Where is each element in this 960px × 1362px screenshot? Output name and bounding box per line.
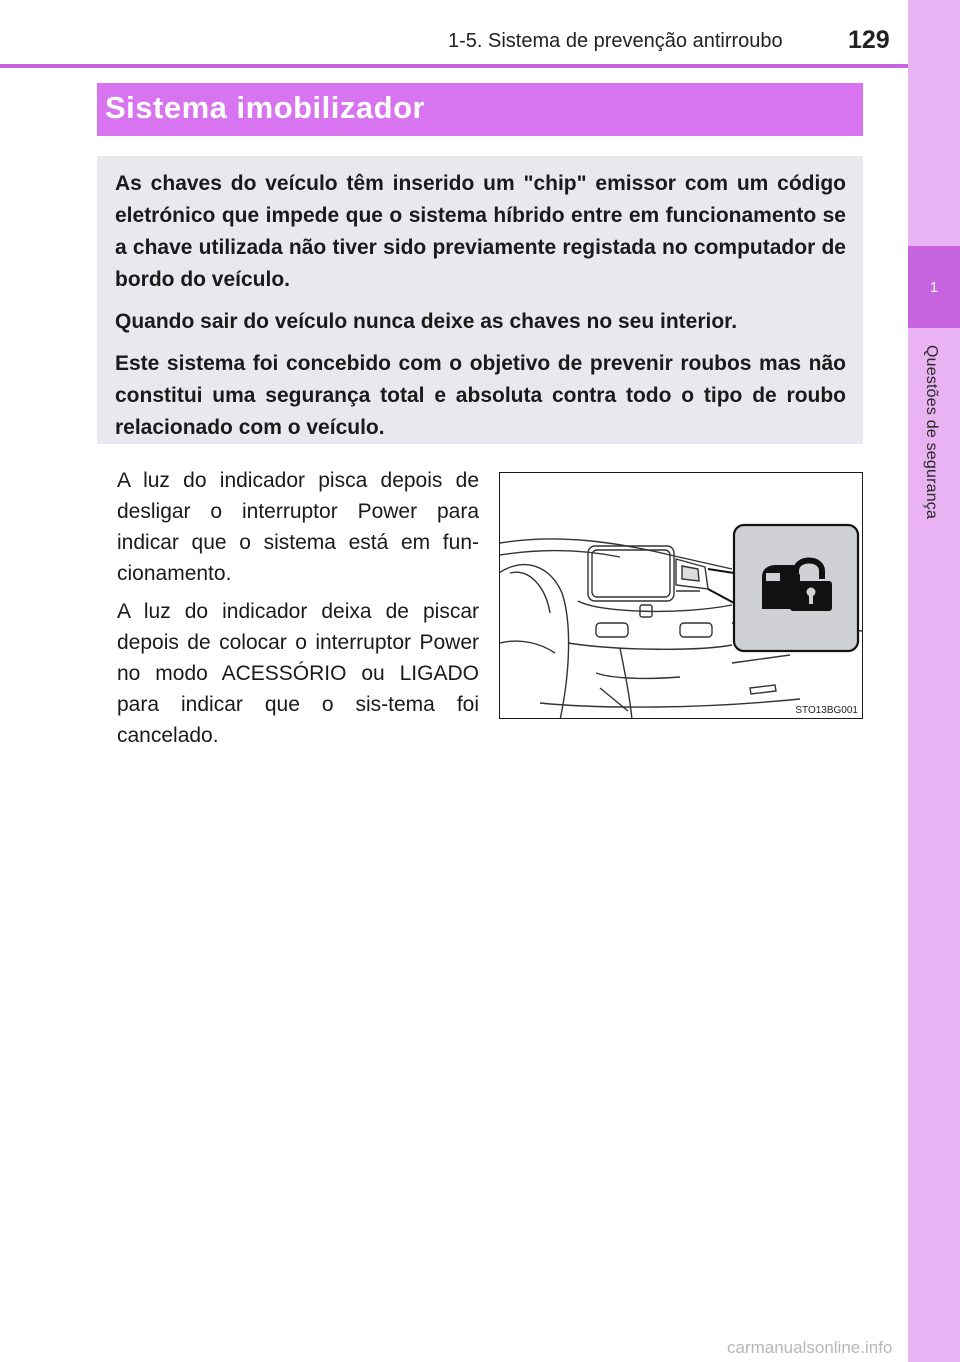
intro-paragraph: As chaves do veículo têm inserido um "chip" emissor com um código eletrónico que impede que o sistema híbrido entre em funcionamento se a chave utilizada não tiver sido previamente registada no computador de bordo do veículo. [115,172,846,291]
body-paragraph: A luz do indicador deixa de piscar depois de colocar o interruptor Power no modo ACESSÓRIO ou LIGADO para indicar que o sis-tema foi cancelado. [117,600,479,747]
immobilizer-car-lock-icon [762,561,832,612]
watermark: carmanualsonline.info [727,1338,893,1357]
chapter-number-box [908,246,960,328]
body-text [117,465,479,758]
intro-paragraph: Este sistema foi concebido com o objetivo de prevenir roubos mas não constitui uma segurança total e absoluta contra todo o tipo de roubo relacionado com o veículo. [115,352,846,439]
page-number: 129 [848,26,890,54]
chapter-side-tab [908,0,960,1362]
chapter-number: 1 [929,278,939,296]
intro-box [97,156,863,444]
dashboard-drawing [500,473,863,719]
intro-paragraph: Quando sair do veículo nunca deixe as chaves no seu interior. [115,310,738,333]
figure-code: STO13BG001 [795,705,858,716]
section-title: Sistema imobilizador [105,90,426,125]
section-title-bar [97,83,863,136]
header-divider [0,64,908,68]
header-section-title: 1-5. Sistema de prevenção antirroubo [448,30,783,52]
chapter-title: Questões de segurança [923,345,940,520]
dashboard-illustration [499,472,863,719]
body-paragraph: A luz do indicador pisca depois de desligar o interruptor Power para indicar que o sistema está em fun-cionamento. [117,469,479,585]
